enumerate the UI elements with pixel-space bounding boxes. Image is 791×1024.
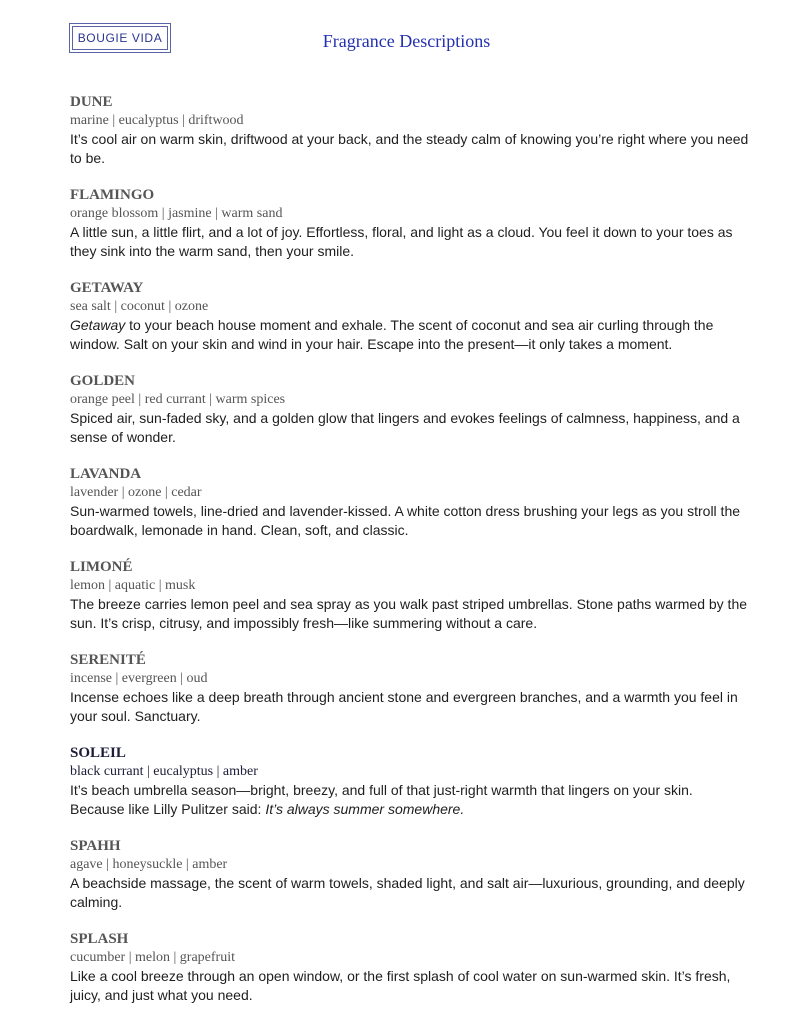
fragrance-description: It’s cool air on warm skin, driftwood at your back, and the steady calm of knowing you’re right where you need to be. xyxy=(70,131,749,166)
fragrance-entry-getaway xyxy=(70,279,750,354)
fragrance-notes: orange blossom | jasmine | warm sand xyxy=(70,206,283,221)
fragrance-name: GETAWAY xyxy=(70,280,144,296)
fragrance-description: Spiced air, sun-faded sky, and a golden glow that lingers and evokes feelings of calmness, happiness, and a sense of wonder. xyxy=(70,410,740,445)
fragrance-description-text: to your beach house moment and exhale. The scent of coconut and sea air curling through the window. Salt on your skin and wind in your hair. Escape into the present—it only takes a moment. xyxy=(70,317,714,352)
fragrance-name: FLAMINGO xyxy=(70,187,155,203)
fragrance-notes: cucumber | melon | grapefruit xyxy=(70,950,235,965)
fragrance-notes: sea salt | coconut | ozone xyxy=(70,299,209,314)
fragrance-description-text: It’s beach umbrella season—bright, breezy, and full of that just-right warmth that lingers on your skin. Because like Lilly Pulitzer said: xyxy=(70,782,693,817)
fragrance-name: DUNE xyxy=(70,94,113,110)
fragrance-name: SOLEIL xyxy=(70,745,126,761)
fragrance-notes: agave | honeysuckle | amber xyxy=(70,857,228,872)
fragrance-description xyxy=(70,316,750,354)
fragrance-entry-serenite xyxy=(70,651,750,726)
fragrance-name: LIMONÉ xyxy=(70,559,133,575)
fragrance-name: SPAHH xyxy=(70,838,121,854)
fragrance-notes: lemon | aquatic | musk xyxy=(70,578,196,593)
fragrance-name: LAVANDA xyxy=(70,466,142,482)
page-title: Fragrance Descriptions xyxy=(322,31,491,51)
fragrance-description: A beachside massage, the scent of warm towels, shaded light, and salt air—luxurious, grounding, and deeply calming. xyxy=(70,875,745,910)
fragrance-entry-flamingo xyxy=(70,186,750,261)
fragrance-description: The breeze carries lemon peel and sea spray as you walk past striped umbrellas. Stone paths warmed by the sun. It’s crisp, citrusy, and impossibly fresh—like summering without a care. xyxy=(70,596,748,631)
fragrance-description: Incense echoes like a deep breath through ancient stone and evergreen branches, and a warmth you feel in your soul. Sanctuary. xyxy=(70,689,738,724)
fragrance-name: GOLDEN xyxy=(70,373,136,389)
fragrance-description xyxy=(70,781,750,819)
fragrance-description-italic: It’s always summer somewhere. xyxy=(265,801,465,817)
fragrance-notes: marine | eucalyptus | driftwood xyxy=(70,113,244,128)
fragrance-name: SERENITÉ xyxy=(70,652,146,668)
fragrance-notes: incense | evergreen | oud xyxy=(70,671,208,686)
fragrance-entry-spahh xyxy=(70,837,750,912)
fragrance-description: Sun-warmed towels, line-dried and lavender-kissed. A white cotton dress brushing your legs as you stroll the boardwalk, lemonade in hand. Clean, soft, and classic. xyxy=(70,503,741,538)
logo-text: BOUGIE VIDA xyxy=(72,26,168,50)
fragrance-entry-limone xyxy=(70,558,750,633)
fragrance-name: SPLASH xyxy=(70,931,129,947)
fragrance-description: Like a cool breeze through an open window, or the first splash of cool water on sun-warmed skin. It’s fresh, juicy, and just what you need. xyxy=(70,968,731,1003)
fragrance-notes: black currant | eucalyptus | amber xyxy=(70,764,258,779)
fragrance-description: A little sun, a little flirt, and a lot of joy. Effortless, floral, and light as a cloud. You feel it down to your toes as they sink into the warm sand, then your smile. xyxy=(70,224,733,259)
fragrance-notes: lavender | ozone | cedar xyxy=(70,485,202,500)
fragrance-entry-soleil xyxy=(70,744,750,819)
fragrance-entry-splash xyxy=(70,930,750,1005)
fragrance-entry-lavanda xyxy=(70,465,750,540)
fragrance-list xyxy=(70,93,750,1023)
fragrance-entry-golden xyxy=(70,372,750,447)
fragrance-entry-dune xyxy=(70,93,750,168)
fragrance-description-italic: Getaway xyxy=(70,317,126,333)
fragrance-notes: orange peel | red currant | warm spices xyxy=(70,392,286,407)
